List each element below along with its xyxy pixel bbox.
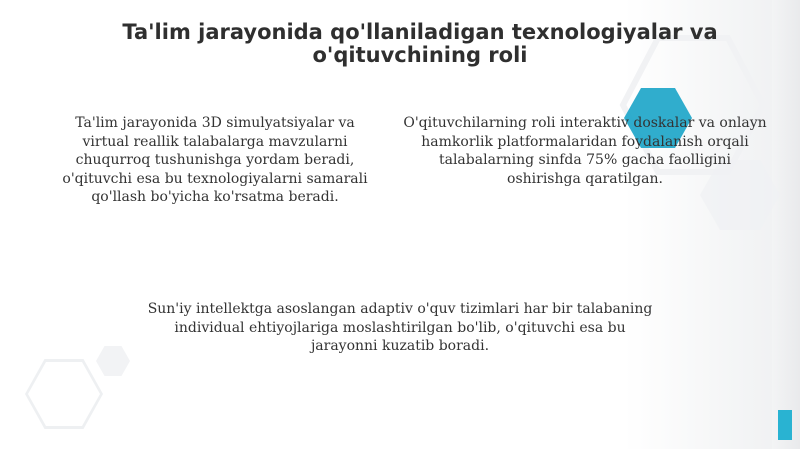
slide-accent-bar [778, 410, 792, 440]
hexagon-small-decoration [96, 346, 130, 376]
slide-title: Ta'lim jarayonida qo'llaniladigan texnologiyalar va o'qituvchining roli [122, 20, 718, 67]
text-block-interactive-boards: O'qituvchilarning roli interaktiv doskalar va onlayn hamkorlik platformalaridan foydalanish orqali talabalarning sinfda 75% gacha faolligini oshirishga qaratilgan. [403, 115, 767, 187]
slide-edge-strip [772, 0, 800, 449]
text-block-vr: Ta'lim jarayonida 3D simulyatsiyalar va virtual reallik talabalarga mavzularni chuqurroq tushunishga yordam beradi, o'qituvchi esa bu texnologiyalarni samarali qo'llash bo'yicha ko'rsatma beradi. [62, 115, 368, 205]
text-block-ai-adaptive: Sun'iy intellektga asoslangan adaptiv o'quv tizimlari har bir talabaning individual ehtiyojlariga moslashtirilgan bo'lib, o'qituvchi esa bu jarayonni kuzatib boradi. [147, 301, 653, 354]
